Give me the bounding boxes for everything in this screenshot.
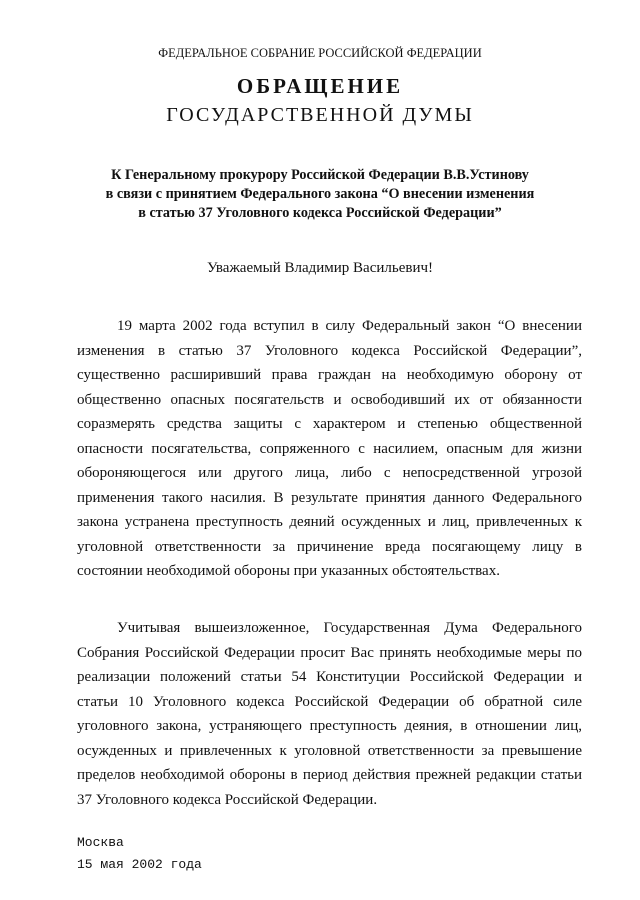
paragraph-line: Учитывая вышеизложенное, Государственная Дума Федерального	[117, 620, 582, 636]
paragraph-line: обороняющегося или другого лица, либо с непосредственной угрозой	[77, 465, 582, 481]
paragraph-line: соразмерять средства защиты с характером и степенью общественной	[77, 416, 582, 432]
assembly-header: ФЕДЕРАЛЬНОЕ СОБРАНИЕ РОССИЙСКОЙ ФЕДЕРАЦИИ	[158, 45, 482, 60]
subject-block	[0, 166, 640, 223]
paragraph-line: применения такого насилия. В результате принятия данного Федерального	[77, 489, 582, 506]
paragraph-line: 37 Уголовного кодекса Российской Федерации.	[77, 791, 378, 808]
document-author-title: ГОСУДАРСТВЕННОЙ ДУМЫ	[166, 104, 474, 126]
document-type-title: ОБРАЩЕНИЕ	[236, 74, 404, 98]
paragraph-line: закона устранена преступность деяний осужденных и лиц, привлеченных к	[77, 514, 582, 530]
date: 15 мая 2002 года	[77, 857, 202, 872]
subject-line: в связи с принятием Федерального закона “О внесении изменения	[105, 186, 535, 202]
paragraph-line: уголовной ответственности за причинение вреда посягающему лицу в	[77, 538, 582, 555]
paragraph-line: реализации положений статьи 54 Конституции Российской Федерации и	[77, 669, 582, 685]
signature-block	[77, 832, 202, 876]
paragraph-line: состоянии необходимой обороны при указанных обстоятельствах.	[77, 563, 500, 579]
paragraph-line: изменения в статью 37 Уголовного кодекса Российской Федерации”,	[77, 342, 582, 359]
subject-line: в статью 37 Уголовного кодекса Российской Федерации”	[138, 205, 502, 221]
salutation: Уважаемый Владимир Васильевич!	[206, 260, 434, 276]
paragraph-line: существенно расширивший права граждан на необходимую оборону от	[77, 367, 582, 383]
paragraph-line: осужденных и привлеченных к уголовной ответственности за превышение	[77, 742, 582, 759]
body-paragraph-2	[77, 616, 582, 812]
paragraph-line: Собрания Российской Федерации просит Вас принять необходимые меры по	[77, 644, 582, 661]
paragraph-line: уголовного закона, устраняющего преступность деяния, в отношении лиц,	[77, 718, 582, 734]
paragraph-line: статьи 10 Уголовного кодекса Российской Федерации об обратной силе	[77, 693, 582, 710]
body-paragraph-1	[77, 314, 582, 584]
subject-line: К Генеральному прокурору Российской Федерации В.В.Устинову	[111, 167, 529, 183]
paragraph-line: общественно опасных посягательств и освободивший их от обязанности	[77, 391, 582, 408]
city: Москва	[77, 835, 124, 850]
paragraph-line: 19 марта 2002 года вступил в силу Федеральный закон “О внесении	[117, 318, 582, 334]
paragraph-line: пределов необходимой обороны в период действия прежней редакции статьи	[77, 767, 582, 783]
paragraph-line: опасности посягательства, сопряженного с насилием, опасным для жизни	[77, 440, 582, 457]
